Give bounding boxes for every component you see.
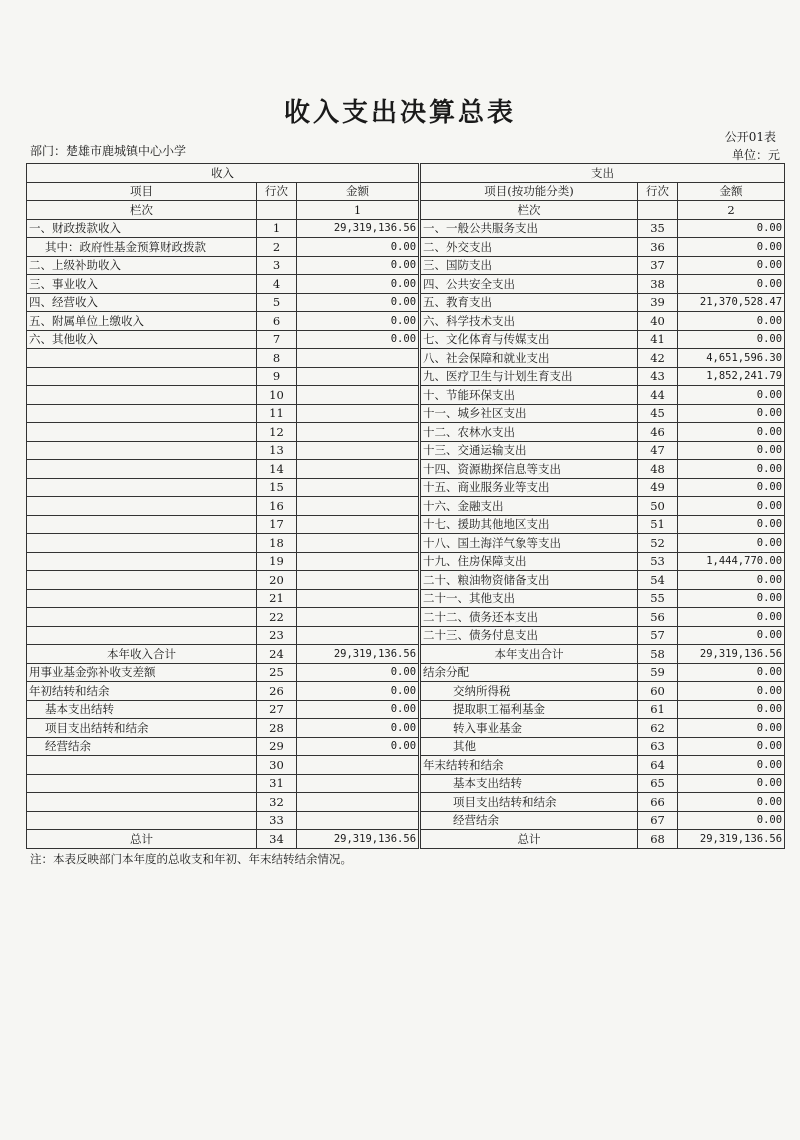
income-item [27,478,257,497]
income-amount: 0.00 [297,238,420,257]
table-row [27,626,785,645]
expense-line: 66 [638,793,678,812]
header-row-2 [27,182,785,201]
expense-amount: 0.00 [678,386,785,405]
income-item: 基本支出结转 [27,700,257,719]
expense-amount: 0.00 [678,663,785,682]
income-amount [297,589,420,608]
income-amount [297,774,420,793]
expense-item: 二、外交支出 [420,238,638,257]
income-item [27,571,257,590]
table-row [27,238,785,257]
expense-line: 49 [638,478,678,497]
income-col-blank [257,201,297,220]
income-line: 7 [257,330,297,349]
income-line: 26 [257,682,297,701]
income-item [27,793,257,812]
expense-line: 48 [638,460,678,479]
expense-line: 55 [638,589,678,608]
expense-line: 67 [638,811,678,830]
expense-amount: 0.00 [678,478,785,497]
expense-item: 二十、粮油物资储备支出 [420,571,638,590]
expense-amount: 29,319,136.56 [678,830,785,849]
expense-item: 年末结转和结余 [420,756,638,775]
expense-item: 十五、商业服务业等支出 [420,478,638,497]
expense-line: 53 [638,552,678,571]
income-line: 9 [257,367,297,386]
page-title: 收入支出决算总表 [283,98,516,128]
expense-line: 47 [638,441,678,460]
table-row [27,645,785,664]
expense-line: 63 [638,737,678,756]
income-expense-table [26,163,785,849]
expense-item: 一、一般公共服务支出 [420,219,638,238]
expense-header: 支出 [420,164,785,183]
expense-line: 42 [638,349,678,368]
expense-line: 38 [638,275,678,294]
expense-item: 三、国防支出 [420,256,638,275]
table-row [27,811,785,830]
income-amount [297,515,420,534]
table-row [27,756,785,775]
expense-amount: 0.00 [678,219,785,238]
income-line: 21 [257,589,297,608]
income-amount [297,423,420,442]
expense-item: 基本支出结转 [420,774,638,793]
income-item: 项目支出结转和结余 [27,719,257,738]
expense-item: 十三、交通运输支出 [420,441,638,460]
expense-item: 十一、城乡社区支出 [420,404,638,423]
table-row [27,682,785,701]
income-amount [297,626,420,645]
income-line: 32 [257,793,297,812]
expense-amount: 21,370,528.47 [678,293,785,312]
income-col-label: 栏次 [27,201,257,220]
expense-amount: 0.00 [678,608,785,627]
income-amount: 0.00 [297,682,420,701]
expense-item: 十九、住房保障支出 [420,552,638,571]
expense-line: 56 [638,608,678,627]
table-row [27,774,785,793]
expense-amount: 0.00 [678,811,785,830]
expense-line: 37 [638,256,678,275]
income-line: 18 [257,534,297,553]
income-item [27,515,257,534]
table-row [27,719,785,738]
expense-line: 57 [638,626,678,645]
income-amount [297,793,420,812]
table-row [27,737,785,756]
income-item: 四、经营收入 [27,293,257,312]
expense-item: 二十三、债务付息支出 [420,626,638,645]
income-amount: 0.00 [297,312,420,331]
income-amount [297,386,420,405]
expense-line: 39 [638,293,678,312]
table-row [27,497,785,516]
income-amount: 29,319,136.56 [297,219,420,238]
income-item [27,367,257,386]
unit-label: 单位：元 [731,148,780,162]
income-item [27,404,257,423]
income-item [27,756,257,775]
expense-item: 四、公共安全支出 [420,275,638,294]
expense-amount: 0.00 [678,515,785,534]
income-item [27,349,257,368]
income-amount [297,441,420,460]
income-amount [297,460,420,479]
income-amount [297,608,420,627]
expense-amount: 0.00 [678,330,785,349]
income-line: 27 [257,700,297,719]
income-line: 14 [257,460,297,479]
table-row [27,275,785,294]
income-amount: 0.00 [297,700,420,719]
income-line: 1 [257,219,297,238]
income-line: 4 [257,275,297,294]
income-amount [297,571,420,590]
income-item: 其中：政府性基金预算财政拨款 [27,238,257,257]
expense-amount: 0.00 [678,312,785,331]
expense-item: 其他 [420,737,638,756]
expense-amount: 0.00 [678,441,785,460]
income-item [27,534,257,553]
header-row-3 [27,201,785,220]
income-amount: 29,319,136.56 [297,830,420,849]
table-row [27,404,785,423]
income-item: 三、事业收入 [27,275,257,294]
income-line: 29 [257,737,297,756]
income-amount [297,404,420,423]
table-row [27,312,785,331]
income-line: 6 [257,312,297,331]
income-line: 15 [257,478,297,497]
income-line: 25 [257,663,297,682]
income-amount: 29,319,136.56 [297,645,420,664]
expense-line-header: 行次 [638,182,678,201]
income-amount [297,478,420,497]
income-line: 16 [257,497,297,516]
expense-line: 41 [638,330,678,349]
expense-amount: 0.00 [678,423,785,442]
income-item [27,460,257,479]
income-line: 31 [257,774,297,793]
table-row [27,293,785,312]
expense-line: 50 [638,497,678,516]
income-amount [297,756,420,775]
expense-line: 35 [638,219,678,238]
expense-col-blank [638,201,678,220]
income-item: 一、财政拨款收入 [27,219,257,238]
income-item: 总计 [27,830,257,849]
expense-amount: 0.00 [678,238,785,257]
expense-amount: 0.00 [678,793,785,812]
expense-line: 64 [638,756,678,775]
income-amount: 0.00 [297,256,420,275]
expense-amount: 0.00 [678,534,785,553]
income-item: 六、其他收入 [27,330,257,349]
income-item: 用事业基金弥补收支差额 [27,663,257,682]
table-row [27,589,785,608]
income-line: 17 [257,515,297,534]
expense-line: 68 [638,830,678,849]
expense-line: 40 [638,312,678,331]
table-row [27,571,785,590]
expense-amount: 4,651,596.30 [678,349,785,368]
income-line: 20 [257,571,297,590]
income-amount: 0.00 [297,663,420,682]
income-line: 12 [257,423,297,442]
expense-item: 二十一、其他支出 [420,589,638,608]
expense-line: 44 [638,386,678,405]
expense-line: 59 [638,663,678,682]
expense-line: 61 [638,700,678,719]
income-line: 34 [257,830,297,849]
table-row [27,441,785,460]
income-item [27,497,257,516]
income-amount: 0.00 [297,737,420,756]
expense-item: 十、节能环保支出 [420,386,638,405]
income-line: 23 [257,626,297,645]
expense-item: 交纳所得税 [420,682,638,701]
expense-item: 转入事业基金 [420,719,638,738]
expense-amount: 0.00 [678,256,785,275]
expense-amount: 0.00 [678,682,785,701]
table-row [27,423,785,442]
income-item [27,423,257,442]
expense-amount: 0.00 [678,774,785,793]
income-item: 经营结余 [27,737,257,756]
income-line: 3 [257,256,297,275]
expense-amount: 0.00 [678,460,785,479]
income-amount: 0.00 [297,275,420,294]
table-row [27,478,785,497]
income-line: 19 [257,552,297,571]
expense-amount: 0.00 [678,719,785,738]
expense-item: 十六、金融支出 [420,497,638,516]
table-row [27,367,785,386]
expense-amount: 0.00 [678,737,785,756]
expense-item: 十二、农林水支出 [420,423,638,442]
expense-item: 结余分配 [420,663,638,682]
table-row [27,608,785,627]
expense-line: 46 [638,423,678,442]
footnote: 注：本表反映部门本年度的总收支和年初、年末结转结余情况。 [30,852,352,866]
income-item: 二、上级补助收入 [27,256,257,275]
income-amount [297,497,420,516]
income-line: 11 [257,404,297,423]
expense-amount: 0.00 [678,497,785,516]
expense-item: 六、科学技术支出 [420,312,638,331]
income-item: 五、附属单位上缴收入 [27,312,257,331]
expense-amount: 0.00 [678,756,785,775]
expense-item: 项目支出结转和结余 [420,793,638,812]
expense-item: 总计 [420,830,638,849]
expense-item: 八、社会保障和就业支出 [420,349,638,368]
income-item [27,626,257,645]
income-item-header: 项目 [27,182,257,201]
expense-item: 十八、国土海洋气象等支出 [420,534,638,553]
expense-amount: 0.00 [678,589,785,608]
income-line: 22 [257,608,297,627]
table-row [27,386,785,405]
income-line: 30 [257,756,297,775]
income-amount-header: 金额 [297,182,420,201]
income-amount: 0.00 [297,293,420,312]
table-row [27,349,785,368]
table-row [27,830,785,849]
income-line: 13 [257,441,297,460]
table-row [27,663,785,682]
income-amount: 0.00 [297,330,420,349]
income-item: 本年收入合计 [27,645,257,664]
expense-line: 36 [638,238,678,257]
table-row [27,552,785,571]
expense-line: 45 [638,404,678,423]
expense-item: 提取职工福利基金 [420,700,638,719]
expense-amount: 0.00 [678,275,785,294]
expense-item: 九、医疗卫生与计划生育支出 [420,367,638,386]
income-amount [297,811,420,830]
expense-item: 经营结余 [420,811,638,830]
income-line-header: 行次 [257,182,297,201]
expense-line: 51 [638,515,678,534]
income-amount [297,349,420,368]
income-amount [297,367,420,386]
expense-col-number: 2 [678,201,785,220]
table-row [27,515,785,534]
table-row [27,460,785,479]
expense-line: 52 [638,534,678,553]
expense-amount-header: 金额 [678,182,785,201]
table-row [27,700,785,719]
table-row [27,256,785,275]
income-line: 28 [257,719,297,738]
expense-item-header: 项目(按功能分类) [420,182,638,201]
expense-item: 二十二、债务还本支出 [420,608,638,627]
expense-amount: 0.00 [678,404,785,423]
expense-amount: 1,444,770.00 [678,552,785,571]
form-number: 公开01表 [724,130,776,144]
income-line: 8 [257,349,297,368]
expense-item: 七、文化体育与传媒支出 [420,330,638,349]
table-row [27,793,785,812]
expense-amount: 0.00 [678,571,785,590]
header-row-1 [27,164,785,183]
expense-col-label: 栏次 [420,201,638,220]
expense-item: 五、教育支出 [420,293,638,312]
income-line: 10 [257,386,297,405]
expense-amount: 0.00 [678,700,785,719]
income-item [27,552,257,571]
expense-item: 十四、资源勘探信息等支出 [420,460,638,479]
expense-amount: 29,319,136.56 [678,645,785,664]
expense-line: 43 [638,367,678,386]
income-item [27,811,257,830]
income-item [27,386,257,405]
income-col-number: 1 [297,201,420,220]
table-row [27,330,785,349]
income-amount [297,552,420,571]
expense-line: 62 [638,719,678,738]
income-item [27,774,257,793]
income-amount: 0.00 [297,719,420,738]
expense-item: 十七、援助其他地区支出 [420,515,638,534]
department-label: 部门：楚雄市鹿城镇中心小学 [30,144,187,158]
income-item [27,441,257,460]
income-line: 2 [257,238,297,257]
income-line: 24 [257,645,297,664]
income-item: 年初结转和结余 [27,682,257,701]
income-line: 5 [257,293,297,312]
table-row [27,219,785,238]
income-item [27,589,257,608]
income-amount [297,534,420,553]
income-header: 收入 [27,164,420,183]
expense-line: 54 [638,571,678,590]
expense-line: 58 [638,645,678,664]
income-line: 33 [257,811,297,830]
expense-line: 65 [638,774,678,793]
expense-amount: 0.00 [678,626,785,645]
expense-amount: 1,852,241.79 [678,367,785,386]
income-item [27,608,257,627]
expense-line: 60 [638,682,678,701]
table-row [27,534,785,553]
expense-item: 本年支出合计 [420,645,638,664]
